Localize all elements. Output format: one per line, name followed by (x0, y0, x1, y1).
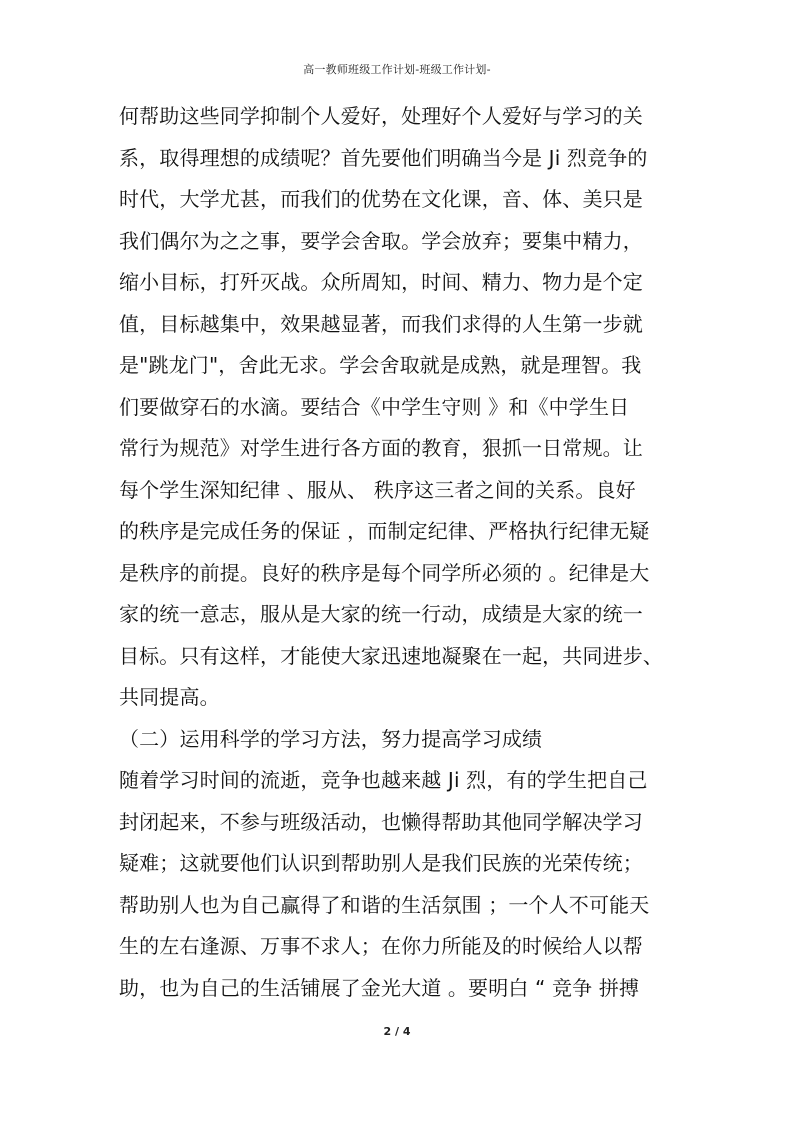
text-line: 常行为规范》对学生进行各方面的教育，狠抓一日常规。让 (119, 436, 643, 460)
page-number: 2 / 4 (383, 1025, 411, 1038)
text-line: 时代，大学尤甚，而我们的优势在文化课，音、体、美只是 (119, 187, 643, 211)
body-text (119, 96, 691, 1009)
text-line: 的秩序是完成任务的保证 ，而制定纪律、严格执行纪律无疑 (119, 519, 650, 543)
text-line: 目标。只有这样，才能使大家迅速地凝聚在一起，共同进步、 (119, 643, 664, 668)
text-line: 系，取得理想的成绩呢？首先要他们明确当今是 Ji 烈竞争的 (119, 145, 648, 170)
text-line: 们要做穿石的水滴。要结合《中学生守则 》和《中学生日 (119, 394, 630, 419)
running-header: 高一教师班级工作计划-班级工作计划- (303, 63, 491, 76)
text-line: 帮助别人也为自己赢得了和谐的生活氛围 ；一个人不可能天 (119, 892, 650, 917)
text-line: 共同提高。 (119, 685, 220, 709)
section-heading: （二）运用科学的学习方法，努力提高学习成绩 (119, 726, 543, 751)
text-line: 是"跳龙门"，舍此无求。学会舍取就是成熟，就是理智。我 (119, 353, 642, 377)
text-line: 家的统一意志，服从是大家的统一行动，成绩是大家的统一 (119, 602, 643, 626)
text-line: 每个学生深知纪律 、服从、 秩序这三者之间的关系。良好 (119, 477, 636, 502)
text-line: 生的左右逢源、万事不求人；在你力所能及的时候给人以帮 (119, 934, 643, 958)
text-line: 值，目标越集中，效果越显著，而我们求得的人生第一步就 (119, 311, 643, 336)
text-line: 是秩序的前提。良好的秩序是每个同学所必须的 。纪律是大 (119, 560, 650, 585)
text-line: 何帮助这些同学抑制个人爱好，处理好个人爱好与学习的关 (119, 104, 643, 128)
text-line: 助，也为自己的生活铺展了金光大道 。要明白 “ 竞争 拼搏 (119, 975, 640, 1000)
text-line: 疑难；这就要他们认识到帮助别人是我们民族的光荣传统； (119, 851, 643, 875)
text-line: 缩小目标，打歼灭战。众所周知，时间、精力、物力是个定 (119, 270, 643, 294)
text-line: 我们偶尔为之之事，要学会舍取。学会放弃；要集中精力， (119, 228, 643, 253)
text-line: 随着学习时间的流逝，竞争也越来越 Ji 烈，有的学生把自己 (119, 768, 648, 792)
text-line: 封闭起来，不参与班级活动，也懒得帮助其他同学解决学习 (119, 809, 643, 834)
